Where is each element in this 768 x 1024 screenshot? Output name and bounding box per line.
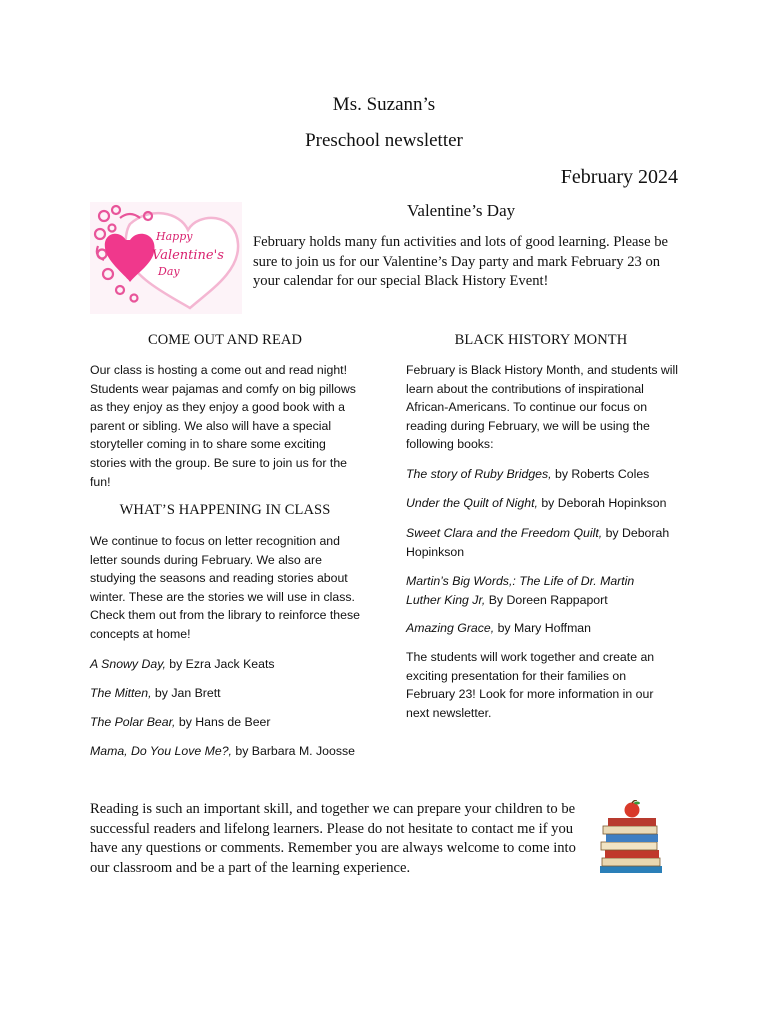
black-history-month-heading: BLACK HISTORY MONTH	[454, 332, 628, 348]
svg-text:Happy: Happy	[156, 230, 193, 243]
come-out-and-read-heading: COME OUT AND READ	[147, 332, 303, 348]
teacher-name-title: Ms. Suzann’s	[332, 94, 436, 115]
whats-happening-paragraph: We continue to focus on letter recognition and letter sounds during February. We also are studying the seasons and reading stories about winter. These are the stories we will use in class. Check them out from the library to reinforce these concepts at home!	[90, 534, 360, 641]
black-history-paragraph: February is Black History Month, and students will learn about the contributions of inspirational African-Americans. To continue our focus on reading during February, we will be using the following books:	[406, 363, 679, 452]
valentines-heading: Valentine’s Day	[407, 201, 516, 220]
book-list-item: The Mitten, by Jan Brett	[90, 686, 221, 700]
closing-paragraph: Reading is such an important skill, and together we can prepare your children to be successful readers and lifelong learners. Please do not hesitate to contact me if you have any questions or comments. Remember you are always welcome to come into our classroom and be a part of the learning experience.	[90, 801, 576, 876]
black-history-closing-paragraph: The students will work together and create an exciting presentation for their families on February 23! Look for more information in our next newsletter.	[406, 650, 655, 720]
book-stack-with-apple-image	[596, 800, 666, 874]
book-list-item: The Polar Bear, by Hans de Beer	[90, 715, 271, 729]
book-list-item: A Snowy Day, by Ezra Jack Keats	[90, 657, 275, 671]
book-list-item: Martin’s Big Words,: The Life of Dr. Martin Luther King Jr, By Doreen Rappaport	[406, 574, 635, 607]
book-list-item: Under the Quilt of Night, by Deborah Hopinkson	[406, 496, 667, 510]
newsletter-title: Preschool newsletter	[305, 130, 463, 151]
book-list-item: Mama, Do You Love Me?, by Barbara M. Joosse	[90, 744, 355, 758]
svg-text:Day: Day	[158, 265, 180, 278]
svg-text:Valentine's: Valentine's	[152, 248, 224, 263]
book-list-item: Amazing Grace, by Mary Hoffman	[406, 621, 591, 635]
valentines-paragraph: February holds many fun activities and lots of good learning. Please be sure to join us for our Valentine’s Day party and mark February 23 on your calendar for our special Black History Event!	[253, 234, 669, 289]
whats-happening-heading: WHAT’S HAPPENING IN CLASS	[119, 502, 331, 518]
happy-valentines-day-image	[90, 202, 242, 314]
book-list-item: The story of Ruby Bridges, by Roberts Coles	[406, 467, 650, 481]
newsletter-date: February 2024	[560, 166, 678, 188]
book-list-item: Sweet Clara and the Freedom Quilt, by Deborah Hopinkson	[406, 526, 670, 559]
come-out-and-read-paragraph: Our class is hosting a come out and read night! Students wear pajamas and comfy on big pillows as they enjoy as they enjoy a good book with a parent or sibling. We also will have a special storyteller coming in to share some exciting stories with the group. Be sure to join us for the fun!	[90, 363, 356, 489]
